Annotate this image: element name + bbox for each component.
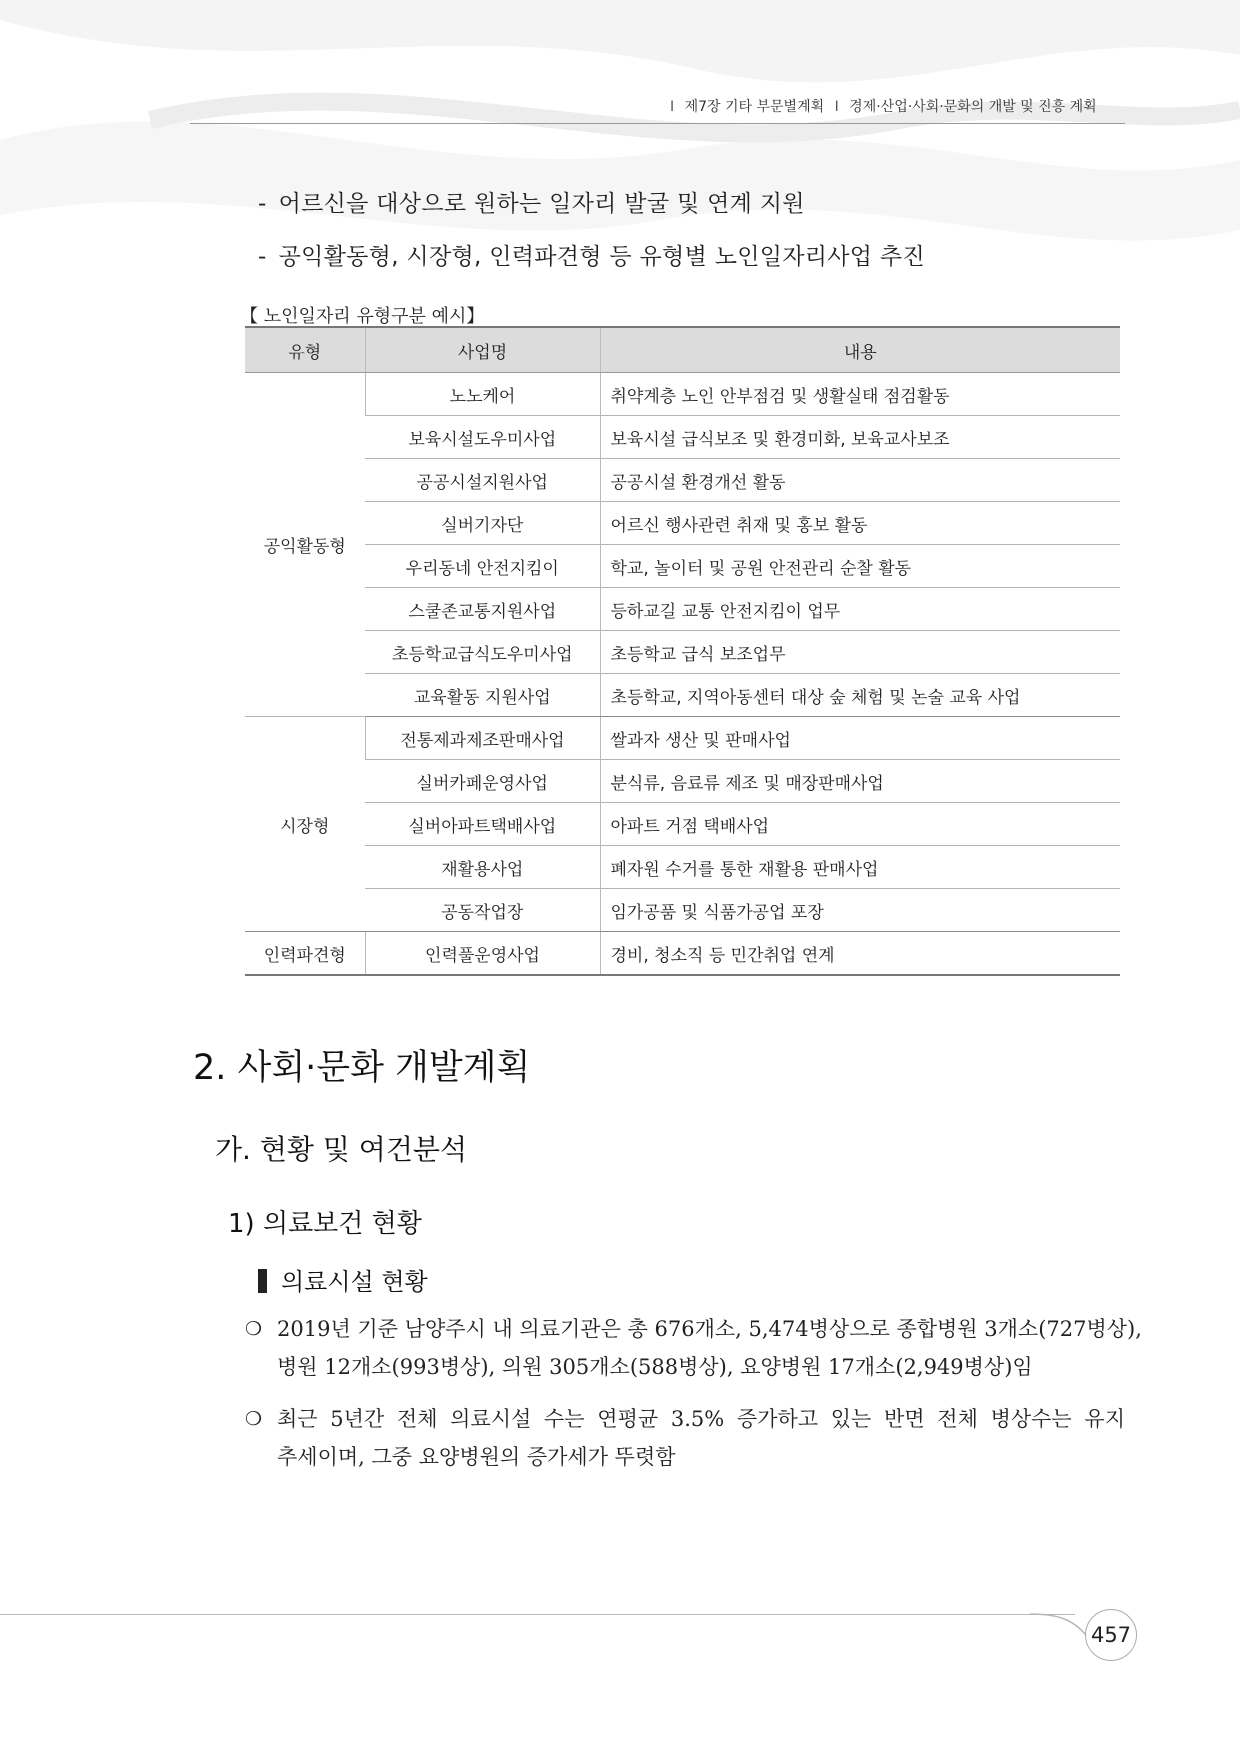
topic-heading: 1) 의료보건 현황 bbox=[228, 1209, 422, 1239]
bullet-paragraph bbox=[245, 1400, 1125, 1476]
bullet-paragraph bbox=[245, 1310, 1142, 1386]
name-cell: 전통제과제조판매사업 bbox=[365, 717, 600, 760]
content-cell: 분식류, 음료류 제조 및 매장판매사업 bbox=[600, 760, 1120, 803]
header-chapter: 제7장 기타 부문별계획 bbox=[684, 99, 825, 115]
table-header-row bbox=[245, 327, 1120, 373]
intro-item-text: 어르신을 대상으로 원하는 일자리 발굴 및 연계 지원 bbox=[278, 191, 805, 217]
bullet-line: 최근 5년간 전체 의료시설 수는 연평균 3.5% 증가하고 있는 반면 전체 병상수는 유지 bbox=[277, 1407, 1125, 1431]
content-cell: 취약계층 노인 안부점검 및 생활실태 점검활동 bbox=[600, 373, 1120, 416]
section-heading: 2. 사회·문화 개발계획 bbox=[193, 1048, 531, 1088]
name-cell: 우리동네 안전지킴이 bbox=[365, 545, 600, 588]
table-caption: 【 노인일자리 유형구분 예시】 bbox=[240, 306, 485, 327]
header-section: 경제·산업·사회·문화의 개발 및 진흥 계획 bbox=[849, 99, 1097, 115]
table-row bbox=[245, 588, 1120, 631]
subsection-heading: 가. 현황 및 여건분석 bbox=[215, 1133, 467, 1166]
circle-bullet-icon: ❍ bbox=[245, 1318, 263, 1340]
footer-rule bbox=[0, 1614, 1075, 1615]
table-row bbox=[245, 459, 1120, 502]
name-cell: 보육시설도우미사업 bbox=[365, 416, 600, 459]
table-row bbox=[245, 760, 1120, 803]
name-cell: 초등학교급식도우미사업 bbox=[365, 631, 600, 674]
table-row bbox=[245, 502, 1120, 545]
table-row bbox=[245, 889, 1120, 932]
content-cell: 학교, 놀이터 및 공원 안전관리 순찰 활동 bbox=[600, 545, 1120, 588]
content-cell: 보육시설 급식보조 및 환경미화, 보육교사보조 bbox=[600, 416, 1120, 459]
table-row bbox=[245, 846, 1120, 889]
name-cell: 노노케어 bbox=[365, 373, 600, 416]
page-number: 457 bbox=[1085, 1609, 1137, 1661]
content-cell: 폐자원 수거를 통한 재활용 판매사업 bbox=[600, 846, 1120, 889]
name-cell: 인력풀운영사업 bbox=[365, 932, 600, 976]
intro-item-text: 공익활동형, 시장형, 인력파견형 등 유형별 노인일자리사업 추진 bbox=[278, 244, 925, 270]
intro-item bbox=[258, 185, 805, 218]
name-cell: 재활용사업 bbox=[365, 846, 600, 889]
name-cell: 실버카페운영사업 bbox=[365, 760, 600, 803]
table-row bbox=[245, 631, 1120, 674]
header-separator: I bbox=[670, 99, 675, 115]
header-separator: I bbox=[834, 99, 839, 115]
content-cell: 임가공품 및 식품가공업 포장 bbox=[600, 889, 1120, 932]
table-row bbox=[245, 674, 1120, 717]
name-cell: 교육활동 지원사업 bbox=[365, 674, 600, 717]
table-row bbox=[245, 545, 1120, 588]
senior-job-type-table bbox=[245, 326, 1120, 976]
running-header bbox=[664, 96, 1124, 116]
dash-marker: - bbox=[258, 191, 267, 217]
content-cell: 어르신 행사관련 취재 및 홍보 활동 bbox=[600, 502, 1120, 545]
name-cell: 실버아파트택배사업 bbox=[365, 803, 600, 846]
content-cell: 아파트 거점 택배사업 bbox=[600, 803, 1120, 846]
type-cell: 시장형 bbox=[245, 717, 365, 932]
type-cell: 공익활동형 bbox=[245, 373, 365, 717]
type-cell: 인력파견형 bbox=[245, 932, 365, 976]
subtopic-heading-text: 의료시설 현황 bbox=[281, 1268, 428, 1296]
intro-item bbox=[258, 238, 925, 271]
table-row bbox=[245, 717, 1120, 760]
circle-bullet-icon: ❍ bbox=[245, 1408, 263, 1430]
name-cell: 공공시설지원사업 bbox=[365, 459, 600, 502]
column-header-content: 내용 bbox=[600, 327, 1120, 373]
header-rule bbox=[190, 123, 1125, 124]
content-cell: 초등학교 급식 보조업무 bbox=[600, 631, 1120, 674]
content-cell: 등하교길 교통 안전지킴이 업무 bbox=[600, 588, 1120, 631]
content-cell: 공공시설 환경개선 활동 bbox=[600, 459, 1120, 502]
table-row bbox=[245, 932, 1120, 976]
heading-bar-marker bbox=[258, 1269, 267, 1293]
content-cell: 초등학교, 지역아동센터 대상 숲 체험 및 논술 교육 사업 bbox=[600, 674, 1120, 717]
name-cell: 공동작업장 bbox=[365, 889, 600, 932]
name-cell: 스쿨존교통지원사업 bbox=[365, 588, 600, 631]
content-cell: 경비, 청소직 등 민간취업 연계 bbox=[600, 932, 1120, 976]
bullet-line: 추세이며, 그중 요양병원의 증가세가 뚜렷함 bbox=[277, 1445, 676, 1469]
column-header-type: 유형 bbox=[245, 327, 365, 373]
table-row bbox=[245, 416, 1120, 459]
table-row bbox=[245, 373, 1120, 416]
subtopic-heading bbox=[258, 1262, 428, 1297]
content-cell: 쌀과자 생산 및 판매사업 bbox=[600, 717, 1120, 760]
bullet-line: 병원 12개소(993병상), 의원 305개소(588병상), 요양병원 17개소(2,949병상)임 bbox=[277, 1355, 1033, 1379]
column-header-name: 사업명 bbox=[365, 327, 600, 373]
dash-marker: - bbox=[258, 244, 267, 270]
table-row bbox=[245, 803, 1120, 846]
name-cell: 실버기자단 bbox=[365, 502, 600, 545]
bullet-line: 2019년 기준 남양주시 내 의료기관은 총 676개소, 5,474병상으로 종합병원 3개소(727병상), bbox=[277, 1317, 1142, 1341]
